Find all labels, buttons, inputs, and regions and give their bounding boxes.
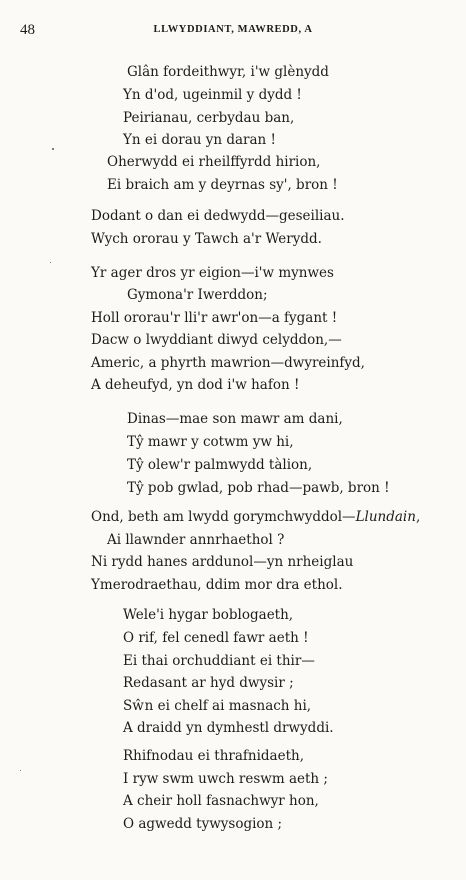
verse-line: Ni rydd hanes arddunol—yn nrheiglau <box>91 554 354 570</box>
verse-line: Glân fordeithwyr, i'w glènydd <box>127 64 329 80</box>
verse-line: Yn ei dorau yn daran ! <box>123 132 276 148</box>
verse-line: Tŷ mawr y cotwm yw hi, <box>127 434 294 450</box>
verse-line: Tŷ pob gwlad, pob rhad—pawb, bron ! <box>127 480 390 496</box>
verse-line: Dodant o dan ei dedwydd—geseiliau. <box>91 208 345 224</box>
verse-line: Tŷ olew'r palmwydd tàlion, <box>127 457 313 473</box>
verse-line: Americ, a phyrth mawrion—dwyreinfyd, <box>91 355 365 371</box>
verse-line: A deheufyd, yn dod i'w hafon ! <box>91 377 300 393</box>
verse-line: Yn d'od, ugeinmil y dydd ! <box>123 87 302 103</box>
verse-line: Ymerodraethau, ddim mor dra ethol. <box>91 577 343 593</box>
ink-speck <box>20 770 21 771</box>
verse-line: Ei braich am y deyrnas sy', bron ! <box>107 177 338 193</box>
verse-line: Ei thai orchuddiant ei thir— <box>123 653 315 669</box>
verse-line: O rif, fel cenedl fawr aeth ! <box>123 630 309 646</box>
verse-line: I ryw swm uwch reswm aeth ; <box>123 771 328 787</box>
verse-line: Ai llawnder annrhaethol ? <box>107 532 285 548</box>
verse-text: Ond, beth am lwydd gorymchwyddol— <box>91 509 356 525</box>
verse-line: A draidd yn dymhestl drwyddi. <box>123 720 334 736</box>
verse-line <box>91 508 420 526</box>
verse-line: Dacw o lwyddiant diwyd celyddon,— <box>91 332 342 348</box>
verse-line: Wele'i hygar boblogaeth, <box>123 607 294 623</box>
verse-line: Peirianau, cerbydau ban, <box>123 110 295 126</box>
page-number: 48 <box>20 22 35 38</box>
place-name-italic: Llundain <box>355 509 416 525</box>
verse-line: O agwedd tywysogion ; <box>123 816 283 832</box>
running-head: LLWYDDIANT, MAWREDD, A <box>153 24 313 35</box>
verse-line: Redasant ar hyd dwysir ; <box>123 675 294 691</box>
verse-line: Rhifnodau ei thrafnidaeth, <box>123 748 304 764</box>
ink-speck <box>52 148 54 150</box>
verse-line: A cheir holl fasnachwyr hon, <box>123 793 319 809</box>
verse-line: Wych ororau y Tawch a'r Werydd. <box>91 231 322 247</box>
verse-line: Holl ororau'r lli'r awr'on—a fygant ! <box>91 310 338 326</box>
verse-punctuation: , <box>415 509 421 525</box>
verse-line: Dinas—mae son mawr am dani, <box>127 411 343 427</box>
ink-speck <box>50 262 51 263</box>
verse-line: Yr ager dros yr eigion—i'w mynwes <box>91 265 334 281</box>
verse-line: Gymona'r Iwerddon; <box>127 287 268 303</box>
verse-line: Sŵn ei chelf ai masnach hi, <box>123 698 312 714</box>
verse-line: Oherwydd ei rheilffyrdd hirion, <box>107 154 321 170</box>
